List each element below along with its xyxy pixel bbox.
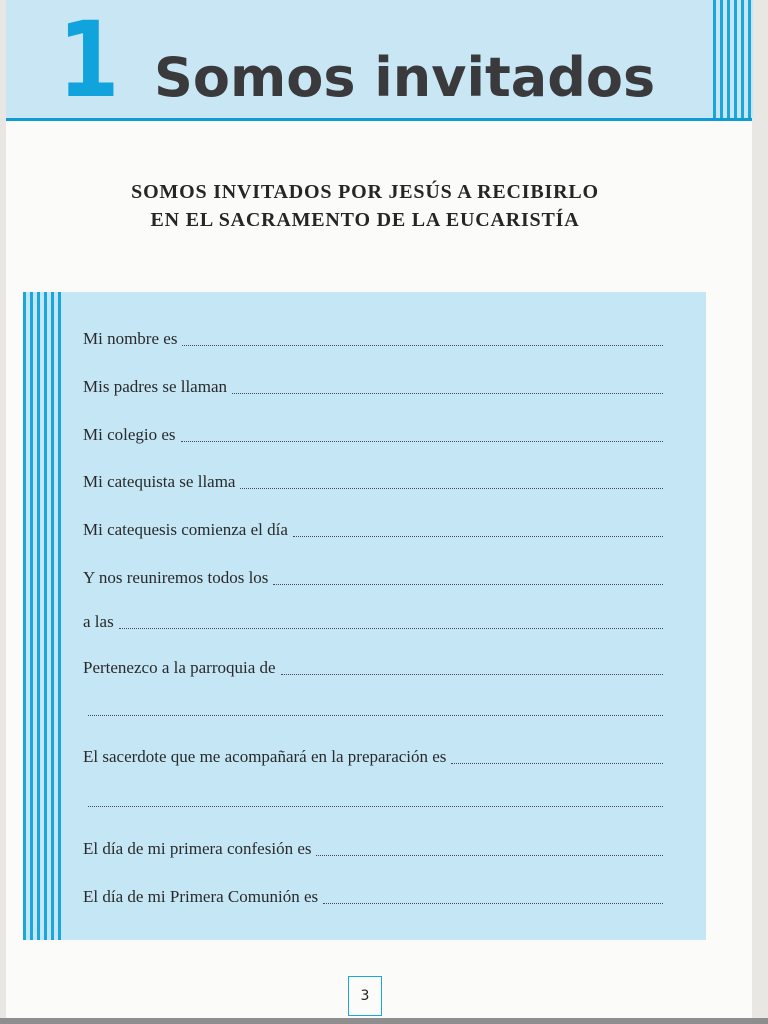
field-inicio-catequesis [83,513,663,541]
page-subtitle [0,178,730,234]
fill-in-line[interactable] [281,674,663,675]
fill-in-line[interactable] [240,488,663,489]
header-stripes-decoration [713,0,753,118]
scan-bottom-edge [0,1018,768,1024]
fill-in-line[interactable] [451,763,663,764]
field-parroquia [83,651,663,679]
fill-in-line[interactable] [316,855,663,856]
chapter-header [6,0,752,121]
chapter-number: 1 [58,0,120,121]
field-label: El sacerdote que me acompañará en la preparación es [83,747,447,766]
field-label: El día de mi primera confesión es [83,839,312,858]
field-label: a las [83,612,114,631]
subtitle-line-2: EN EL SACRAMENTO DE LA EUCARISTÍA [150,209,580,231]
field-label: Mi nombre es [83,329,178,348]
fill-in-line[interactable] [88,806,663,807]
form-stripes-decoration [23,292,62,940]
fill-in-line[interactable] [293,536,663,537]
field-nombre [83,322,663,350]
field-label: Mis padres se llaman [83,377,227,396]
field-primera-confesion [83,832,663,860]
field-padres [83,370,663,398]
chapter-title: Somos invitados [154,46,656,109]
page-number: 3 [348,976,382,1016]
field-catequista [83,465,663,493]
fill-in-line[interactable] [232,393,663,394]
field-label: Mi catequesis comienza el día [83,520,288,539]
field-sacerdote [83,740,663,768]
field-label: El día de mi Primera Comunión es [83,887,319,906]
field-label: Mi catequista se llama [83,472,236,491]
fill-in-line[interactable] [273,584,663,585]
fill-in-line[interactable] [88,715,663,716]
personal-info-form [23,292,706,940]
field-parroquia-continuation [83,692,663,720]
field-hora-reunion [83,605,663,633]
field-label: Mi colegio es [83,425,176,444]
field-label: Y nos reuniremos todos los [83,568,269,587]
fill-in-line[interactable] [119,628,663,629]
field-dia-reunion [83,561,663,589]
field-label: Pertenezco a la parroquia de [83,658,276,677]
fill-in-line[interactable] [323,903,663,904]
field-primera-comunion [83,880,663,908]
subtitle-line-1: SOMOS INVITADOS POR JESÚS A RECIBIRLO [131,181,599,203]
field-sacerdote-continuation [83,783,663,811]
fill-in-line[interactable] [181,441,663,442]
field-colegio [83,418,663,446]
fill-in-line[interactable] [182,345,663,346]
